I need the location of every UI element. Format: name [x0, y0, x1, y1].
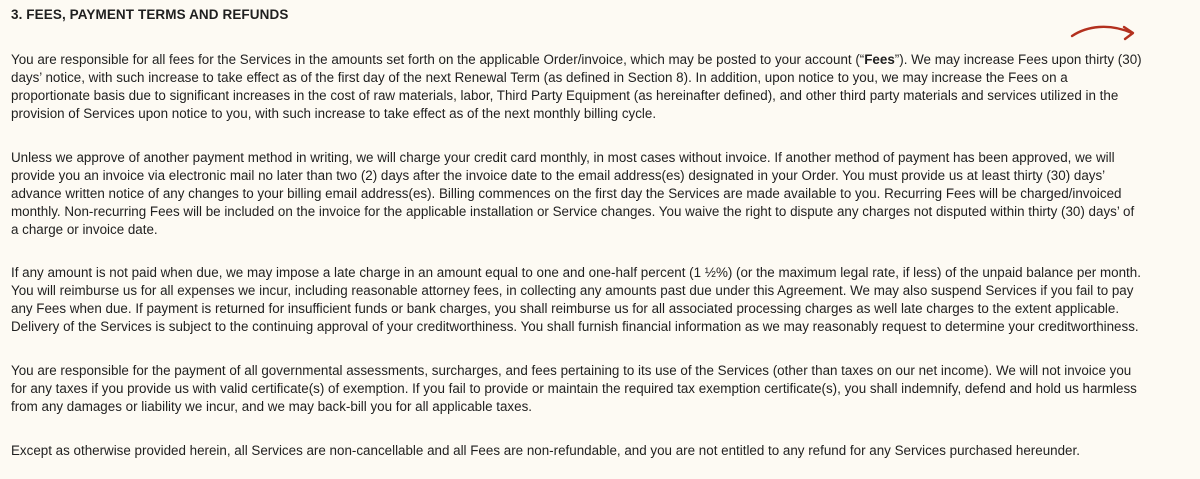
- paragraph-line: Except as otherwise provided herein, all Services are non-cancellable and all Fees are non-refundable, and you are not entitled to any refund for any Services purchased hereunder.: [11, 443, 1080, 458]
- paragraph-taxes: [11, 362, 1193, 416]
- paragraph-line: advance written notice of any changes to your billing email address(es). Billing commences on the first day the Services are made available to you. Recurring Fees will be charged/invoiced: [11, 186, 1122, 201]
- paragraph-line: any Fees when due. If payment is returned for insufficient funds or bank charges, you shall reimburse us for all associated processing charges as well late charges to the extent applicable.: [11, 301, 1120, 316]
- paragraph-refunds: [11, 442, 1193, 460]
- paragraph-line: If any amount is not paid when due, we may impose a late charge in an amount equal to one and one-half percent (1 ½%) (or the maximum legal rate, if less) of the unpaid balance per month.: [11, 265, 1141, 280]
- paragraph-line: provide you an invoice via electronic mail no later than two (2) days after the invoice date to the email address(es) designated in your Order. You must provide us at least thirty (30) days’: [11, 168, 1106, 183]
- paragraph-line: You are responsible for all fees for the Services in the amounts set forth on the applicable Order/invoice, which may be posted to your account (“Fees”). We may increase Fees upon thirty (30): [11, 52, 1142, 67]
- paragraph-fees: [11, 51, 1193, 123]
- paragraph-line: a charge or invoice date.: [11, 222, 158, 237]
- paragraph-line: Unless we approve of another payment method in writing, we will charge your credit card monthly, in most cases without invoice. If another method of payment has been approved, we will: [11, 150, 1115, 165]
- paragraph-line: You will reimburse us for all expenses we incur, including reasonable attorney fees, in collecting any amounts past due under this Agreement. We may also suspend Services if you fail to pay: [11, 283, 1134, 298]
- paragraph-line: from any damages or liability we incur, and we may back-bill you for all applicable taxes.: [11, 399, 532, 414]
- paragraph-line: monthly. Non-recurring Fees will be included on the invoice for the applicable installation or Service changes. You waive the right to dispute any charges not disputed within thirty (30) days’ of: [11, 204, 1135, 219]
- paragraph-line: proportionate basis due to significant increases in the cost of raw materials, labor, Third Party Equipment (as hereinafter defined), and other third party materials and services utilized in the: [11, 88, 1119, 103]
- section-heading: 3. FEES, PAYMENT TERMS AND REFUNDS: [11, 7, 289, 22]
- fees-term: Fees: [864, 52, 895, 67]
- paragraph-line: Delivery of the Services is subject to the continuing approval of your creditworthiness. You shall furnish financial information as we may reasonably request to determine your creditworthiness.: [11, 319, 1139, 334]
- paragraph-line: days’ notice, with such increase to take effect as of the first day of the next Renewal Term (as defined in Section 8). In addition, upon notice to you, we may increase the Fees on a: [11, 70, 1068, 85]
- paragraph-payment-method: [11, 149, 1193, 239]
- paragraph-late-charges: [11, 264, 1193, 336]
- curved-arrow-icon: [1069, 22, 1139, 50]
- paragraph-line: You are responsible for the payment of all governmental assessments, surcharges, and fees pertaining to its use of the Services (other than taxes on our net income). We will not invoice you: [11, 363, 1132, 378]
- paragraph-line: for any taxes if you provide us with valid certificate(s) of exemption. If you fail to provide or maintain the required tax exemption certificate(s), you shall indemnify, defend and hold us harmless: [11, 381, 1137, 396]
- paragraph-line: provision of Services upon notice to you, with such increase to take effect as of the next monthly billing cycle.: [11, 106, 657, 121]
